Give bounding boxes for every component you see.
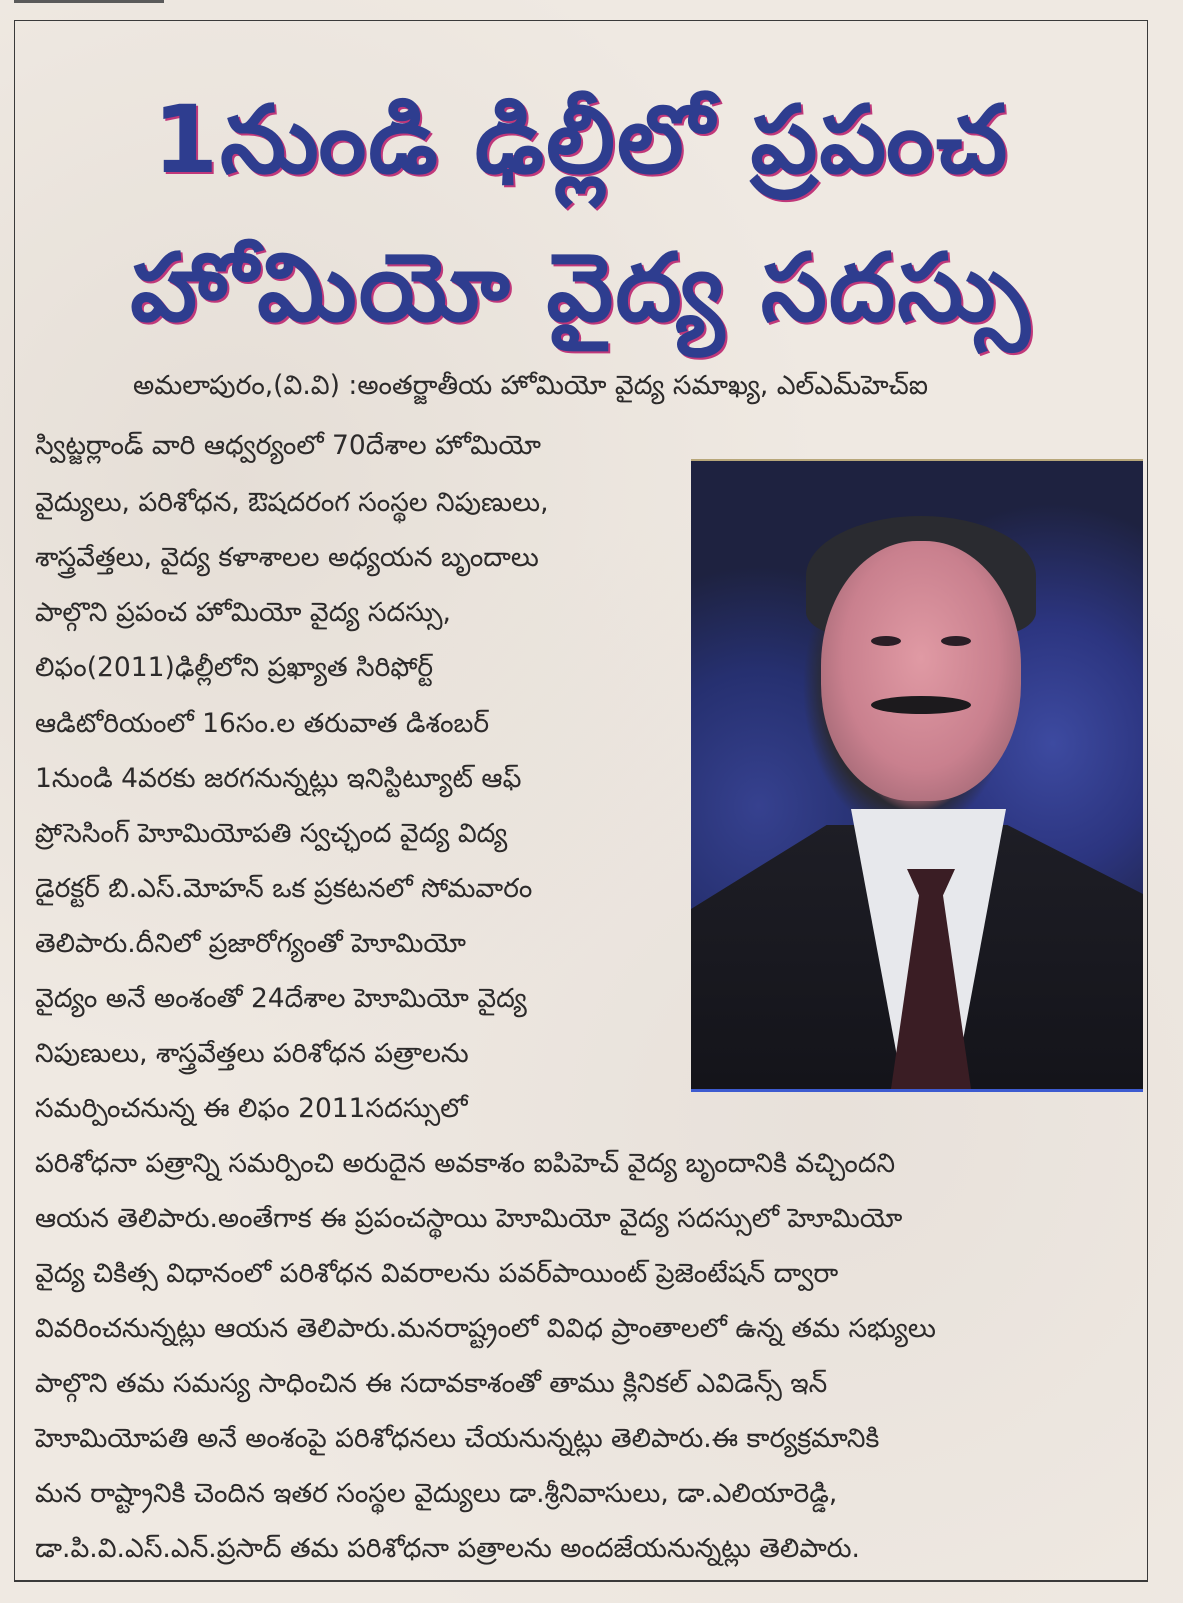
body-line: వైద్యం అనే అంశంతో 24దేశాల హెూమియో వైద్య [35,983,527,1014]
body-line: పరిశోధనా పత్రాన్ని సమర్పించి అరుదైన అవకాశం ఐపిహెచ్ వైద్య బృందానికి వచ్చిందని [35,1148,896,1179]
body-line: వైద్యులు, పరిశోధన, ఔషదరంగ సంస్థల నిపుణులు, [35,487,549,518]
photo-eye-left [871,636,901,646]
photo-eye-right [941,636,971,646]
body-line: డైరక్టర్ బి.ఎస్.మోహన్ ఒక ప్రకటనలో సోమవారం [35,873,533,904]
body-line: పాల్గొని ప్రపంచ హోమియో వైద్య సదస్సు, [35,597,451,628]
body-line: వైద్య చికిత్స విధానంలో పరిశోధన వివరాలను పవర్‌పాయింట్ ప్రెజెంటేషన్ ద్వారా [35,1258,839,1289]
body-line: 1నుండి 4వరకు జరగనున్నట్లు ఇనిస్టిట్యూట్ ఆఫ్ [35,763,522,794]
news-article [14,20,1148,1582]
body-line: సమర్పించనున్న ఈ లిఫం 2011సదస్సులో [35,1093,468,1124]
body-line: మన రాష్ట్రానికి చెందిన ఇతర సంస్థల వైద్యులు డా.శ్రీనివాసులు, డా.ఎలియారెడ్డి, [35,1478,838,1509]
body-line: ఆయన తెలిపారు.అంతేగాక ఈ ప్రపంచస్థాయి హెూమియో వైద్య సదస్సులో హెూమియో [35,1203,903,1234]
headline-line-1: 1నుండి ఢిల్లీలో ప్రపంచ [152,86,1010,195]
portrait-photo [691,459,1143,1092]
photo-face [821,541,1021,801]
lead-line: అమలాపురం,(వి.వి) :అంతర్జాతీయ హోమియో వైద్య సమాఖ్య, ఎల్ఎమ్‌హెచ్ఐ [133,370,928,401]
body-line: తెలిపారు.దీనిలో ప్రజారోగ్యంతో హెూమియో [35,928,466,959]
body-line: హెూమియోపతి అనే అంశంపై పరిశోధనలు చేయనున్నట్లు తెలిపారు.ఈ కార్యక్రమానికి [35,1423,880,1454]
body-line: స్విట్జర్లాండ్ వారి ఆధ్వర్యంలో 70దేశాల హోమియో [35,430,541,461]
body-line: ఆడిటోరియంలో 16సం.ల తరువాత డిశంబర్ [35,708,490,739]
photo-moustache [871,696,971,714]
body-line: పాల్గొని తమ సమస్య సాధించిన ఈ సదావకాశంతో తాము క్లినికల్ ఎవిడెన్స్ ఇన్ [35,1368,828,1399]
body-line: వివరించనున్నట్లు ఆయన తెలిపారు.మనరాష్ట్రంలో వివిధ ప్రాంతాలలో ఉన్న తమ సభ్యులు [35,1313,936,1344]
body-line: లిఫం(2011)ఢిల్లీలోని ప్రఖ్యాత సిరిఫోర్ట్ [35,652,434,683]
body-line: ప్రోసెసింగ్ హెూమియోపతి స్వచ్ఛంద వైద్య విద్య [35,818,508,849]
body-line: శాస్త్రవేత్తలు, వైద్య కళాశాలల అధ్యయన బృందాలు [35,542,539,573]
headline-line-2: హోమియో వైద్య సదస్సు [130,234,1032,343]
body-line: డా.పి.వి.ఎస్.ఎన్.ప్రసాద్ తమ పరిశోధనా పత్రాలను అందజేయనున్నట్లు తెలిపారు. [35,1533,860,1564]
body-line: నిపుణులు, శాస్త్రవేత్తలు పరిశోధన పత్రాలను [35,1038,469,1069]
page-edge-strip [14,0,164,3]
